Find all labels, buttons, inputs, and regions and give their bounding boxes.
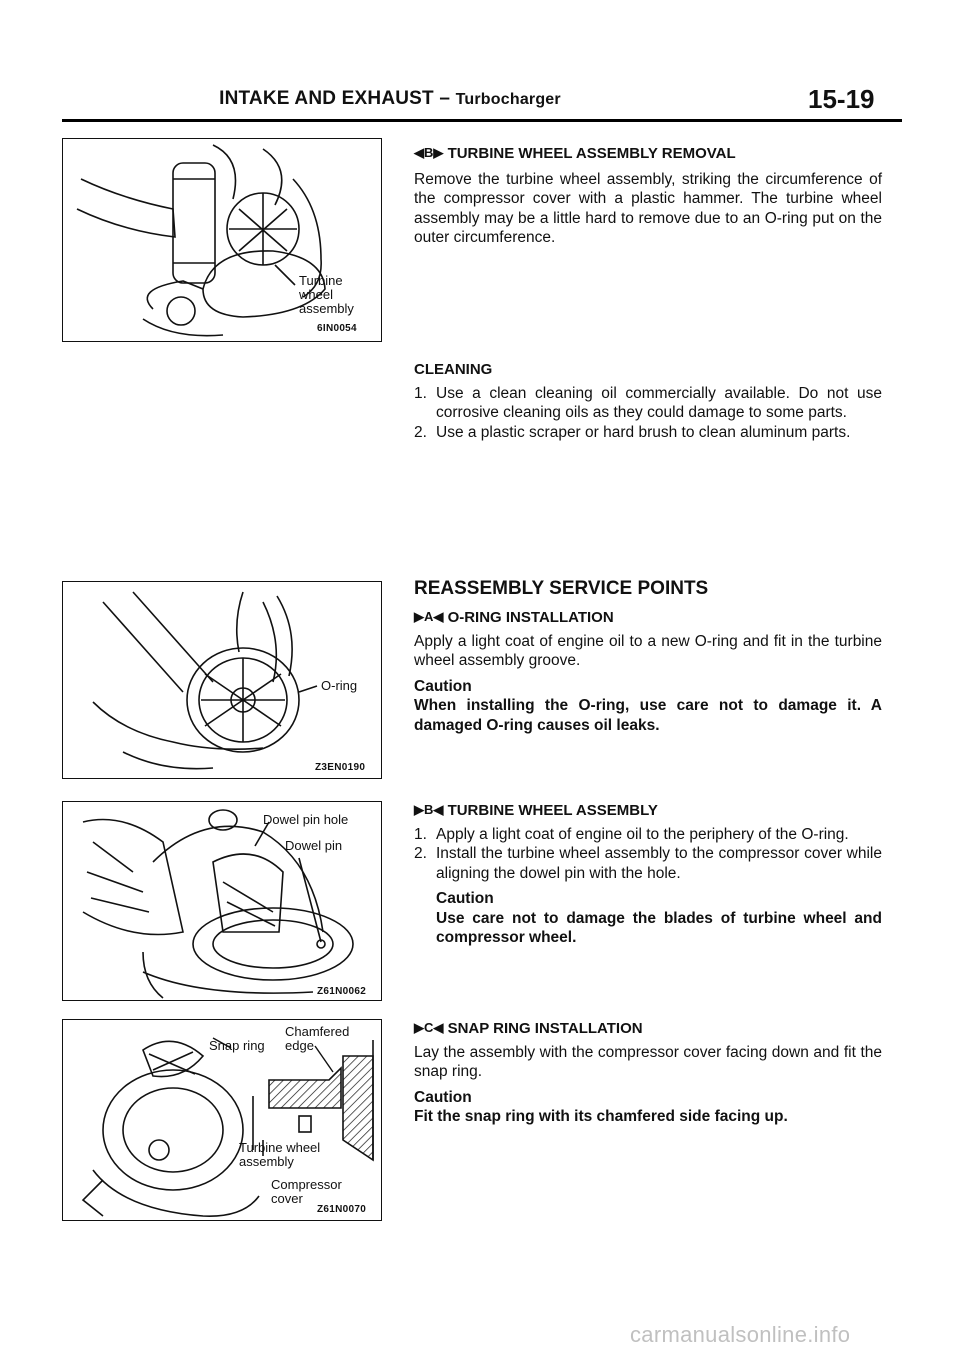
figure-dowel-pin [62, 801, 382, 1001]
caution-text: When installing the O-ring, use care not to damage it. A damaged O-ring causes oil leaks. [414, 697, 882, 734]
section-body: Apply a light coat of engine oil to a new O-ring and fit in the turbine wheel assembly groove. [414, 632, 882, 669]
figure-o-ring [62, 581, 382, 779]
section-snap-ring-installation [414, 1018, 882, 1127]
section-heading: ▶C◀ SNAP RING INSTALLATION [414, 1020, 643, 1037]
section-heading: ◀B▶ TURBINE WHEEL ASSEMBLY REMOVAL [414, 145, 736, 162]
section-body: Remove the turbine wheel assembly, striking the circumference of the compressor cover with a plastic hammer. The turbine wheel assembly may be a little hard to remove due to an O-ring put on the outer circumference. [414, 170, 882, 246]
section-turbine-wheel-assembly [414, 800, 882, 948]
reassembly-heading: REASSEMBLY SERVICE POINTS [414, 578, 709, 599]
figure-turbine-removal [62, 138, 382, 342]
section-heading: ▶B◀ TURBINE WHEEL ASSEMBLY [414, 802, 658, 819]
label-chamfered: Chamfered [285, 1024, 350, 1039]
list-item: 2. Install the turbine wheel assembly to the compressor cover while aligning the dowel pin with the hole. [414, 845, 882, 882]
label-assembly: assembly [239, 1154, 294, 1169]
caution-block [414, 889, 882, 948]
section-o-ring-installation [414, 607, 882, 735]
assembly-list [414, 825, 882, 884]
label-snap-ring: Snap ring [209, 1038, 265, 1053]
figure-snap-ring [62, 1019, 382, 1221]
figure-code: Z61N0070 [317, 1204, 367, 1215]
caution-label: Caution [414, 677, 472, 695]
list-item: 1. Apply a light coat of engine oil to the periphery of the O-ring. [414, 825, 849, 843]
dowel-pin-illustration [63, 802, 383, 1002]
caution-label: Caution [414, 1088, 472, 1106]
section-heading: ▶A◀ O-RING INSTALLATION [414, 609, 614, 626]
label-turbine: Turbine [299, 273, 343, 288]
header-rule [62, 119, 902, 122]
label-dowel-pin: Dowel pin [285, 838, 343, 853]
label-wheel: wheel [299, 287, 333, 302]
label-o-ring: O-ring [321, 678, 358, 693]
label-assembly: assembly [299, 301, 354, 316]
list-item: 1. Use a clean cleaning oil commercially available. Do not use corrosive cleaning oils as they could damage to some parts. [414, 384, 882, 421]
label-compressor: Compressor [271, 1177, 342, 1192]
page-number: 15-19 [808, 84, 875, 114]
section-cleaning [414, 360, 882, 442]
label-turbine-wheel: Turbine wheel [239, 1140, 321, 1155]
figure-code: 6IN0054 [317, 323, 357, 334]
section-heading: CLEANING [414, 361, 493, 378]
label-edge: edge [285, 1038, 314, 1053]
watermark: carmanualsonline.info [630, 1322, 851, 1347]
label-cover: cover [271, 1191, 303, 1206]
section-body: Lay the assembly with the compressor cover facing down and fit the snap ring. [414, 1043, 882, 1080]
figure-code: Z3EN0190 [315, 762, 366, 773]
list-item: 2. Use a plastic scraper or hard brush to clean aluminum parts. [414, 423, 851, 441]
page-header-title: INTAKE AND EXHAUST – Turbocharger [219, 88, 561, 109]
caution-text: Use care not to damage the blades of turbine wheel and compressor wheel. [436, 909, 882, 946]
cleaning-list [414, 384, 882, 443]
figure-code: Z61N0062 [317, 986, 367, 997]
label-dowel-pin-hole: Dowel pin hole [263, 812, 349, 827]
caution-label: Caution [436, 890, 494, 907]
section-turbine-removal [414, 143, 882, 248]
caution-text: Fit the snap ring with its chamfered side facing up. [414, 1108, 788, 1125]
